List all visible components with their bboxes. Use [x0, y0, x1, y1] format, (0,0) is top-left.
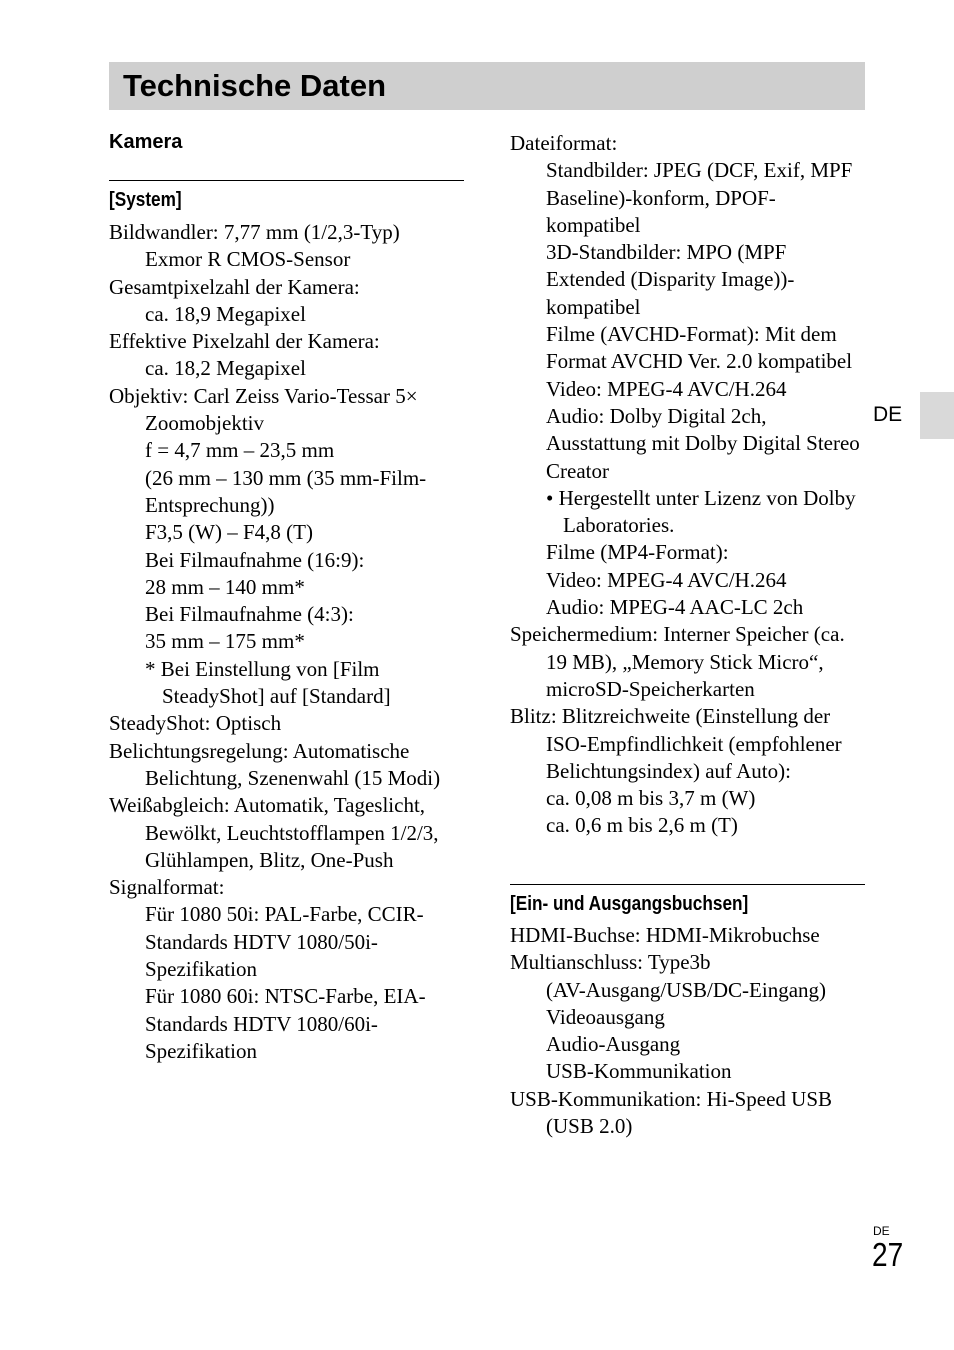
signal-format-label: Signalformat:: [109, 875, 225, 900]
file-format-mp4-video: Video: MPEG-4 AVC/H.264: [546, 567, 787, 592]
flash-wide: ca. 0,08 m bis 3,7 m (W): [546, 786, 756, 811]
file-format-label: Dateiformat:: [510, 131, 618, 155]
hdmi-spec: HDMI-Buchse: HDMI-Mikrobuchse: [510, 923, 820, 947]
lens-line: Bei Filmaufnahme (4:3):: [145, 602, 354, 627]
lens-line: 35 mm – 175 mm*: [145, 629, 305, 654]
sensor-label: Bildwandler: 7,77 mm (1/2,3-Typ): [109, 220, 400, 244]
flash-label: Blitz: Blitzreichweite (Einstellung der ISO-Empfindlichkeit (empfohlener Belichtungsindex) auf Auto):: [510, 704, 842, 783]
signal-format-pal: Für 1080 50i: PAL-Farbe, CCIR-Standards HDTV 1080/50i-Spezifikation: [145, 902, 424, 982]
white-balance-spec: Weißabgleich: Automatik, Tageslicht, Bewölkt, Leuchtstofflampen 1/2/3, Glühlampen, Blitz, One-Push: [109, 793, 439, 872]
multi-line: USB-Kommunikation: [546, 1059, 732, 1084]
multi-line: Audio-Ausgang: [546, 1032, 681, 1057]
total-pixels-label: Gesamtpixelzahl der Kamera:: [109, 274, 360, 299]
lens-line: Bei Filmaufnahme (16:9):: [145, 547, 365, 572]
lens-label: Objektiv: Carl Zeiss Vario-Tessar 5×: [109, 383, 418, 408]
system-specs-right: [510, 130, 870, 840]
lens-line: Zoomobjektiv: [145, 411, 264, 436]
steadyshot-spec: SteadyShot: Optisch: [109, 711, 282, 736]
system-heading: [System]: [109, 189, 182, 211]
io-heading: [Ein- und Ausgangsbuchsen]: [510, 893, 749, 915]
exposure-spec: Belichtungsregelung: Automatische Belichtung, Szenenwahl (15 Modi): [109, 738, 441, 790]
language-side-tab: [920, 392, 954, 439]
sensor-detail: Exmor R CMOS-Sensor: [145, 247, 351, 272]
file-format-avchd: Filme (AVCHD-Format): Mit dem Format AVCHD Ver. 2.0 kompatibel: [546, 322, 853, 374]
language-side-label: DE: [873, 403, 903, 426]
lens-line: (26 mm – 130 mm (35 mm-Film-: [145, 465, 427, 490]
io-rule: [510, 884, 865, 885]
system-rule: [109, 180, 464, 181]
lens-line: 28 mm – 140 mm*: [145, 574, 305, 599]
file-format-mp4: Filme (MP4-Format):: [546, 540, 729, 565]
multi-line: Videoausgang: [546, 1004, 665, 1029]
page-title: Technische Daten: [123, 68, 387, 103]
io-specs: [510, 922, 870, 1140]
usb-spec: USB-Kommunikation: Hi-Speed USB (USB 2.0): [510, 1086, 833, 1139]
lens-line: F3,5 (W) – F4,8 (T): [145, 520, 313, 545]
signal-format-ntsc: Für 1080 60i: NTSC-Farbe, EIA-Standards HDTV 1080/60i-Spezifikation: [145, 984, 426, 1063]
dolby-note: • Hergestellt unter Lizenz von Dolby Laboratories.: [546, 485, 856, 538]
title-bar: [109, 62, 865, 110]
file-format-avchd-audio: Audio: Dolby Digital 2ch, Ausstattung mit Dolby Digital Stereo Creator: [546, 403, 860, 483]
effective-pixels-label: Effektive Pixelzahl der Kamera:: [109, 329, 380, 354]
file-format-avchd-video: Video: MPEG-4 AVC/H.264: [546, 376, 787, 401]
page-language: DE: [873, 1224, 890, 1238]
multi-label: Multianschluss: Type3b: [510, 950, 711, 975]
page-number: 27: [872, 1236, 904, 1273]
effective-pixels-value: ca. 18,2 Megapixel: [145, 356, 306, 381]
total-pixels-value: ca. 18,9 Megapixel: [145, 301, 306, 326]
file-format-still: Standbilder: JPEG (DCF, Exif, MPF Baseline)-konform, DPOF-kompatibel: [546, 158, 853, 237]
multi-line: (AV-Ausgang/USB/DC-Eingang): [546, 977, 827, 1002]
lens-line: Entsprechung)): [145, 492, 275, 517]
lens-note: * Bei Einstellung von [Film SteadyShot] auf [Standard]: [145, 656, 391, 709]
file-format-still-3d: 3D-Standbilder: MPO (MPF Extended (Disparity Image))-kompatibel: [546, 240, 795, 319]
system-specs-left: [109, 219, 469, 1065]
section-heading-kamera: Kamera: [109, 131, 183, 153]
file-format-mp4-audio: Audio: MPEG-4 AAC-LC 2ch: [546, 595, 804, 620]
storage-spec: Speichermedium: Interner Speicher (ca. 19 MB), „Memory Stick Micro“, microSD-Speicherkarten: [510, 622, 845, 701]
lens-line: f = 4,7 mm – 23,5 mm: [145, 438, 335, 463]
flash-tele: ca. 0,6 m bis 2,6 m (T): [546, 813, 738, 838]
